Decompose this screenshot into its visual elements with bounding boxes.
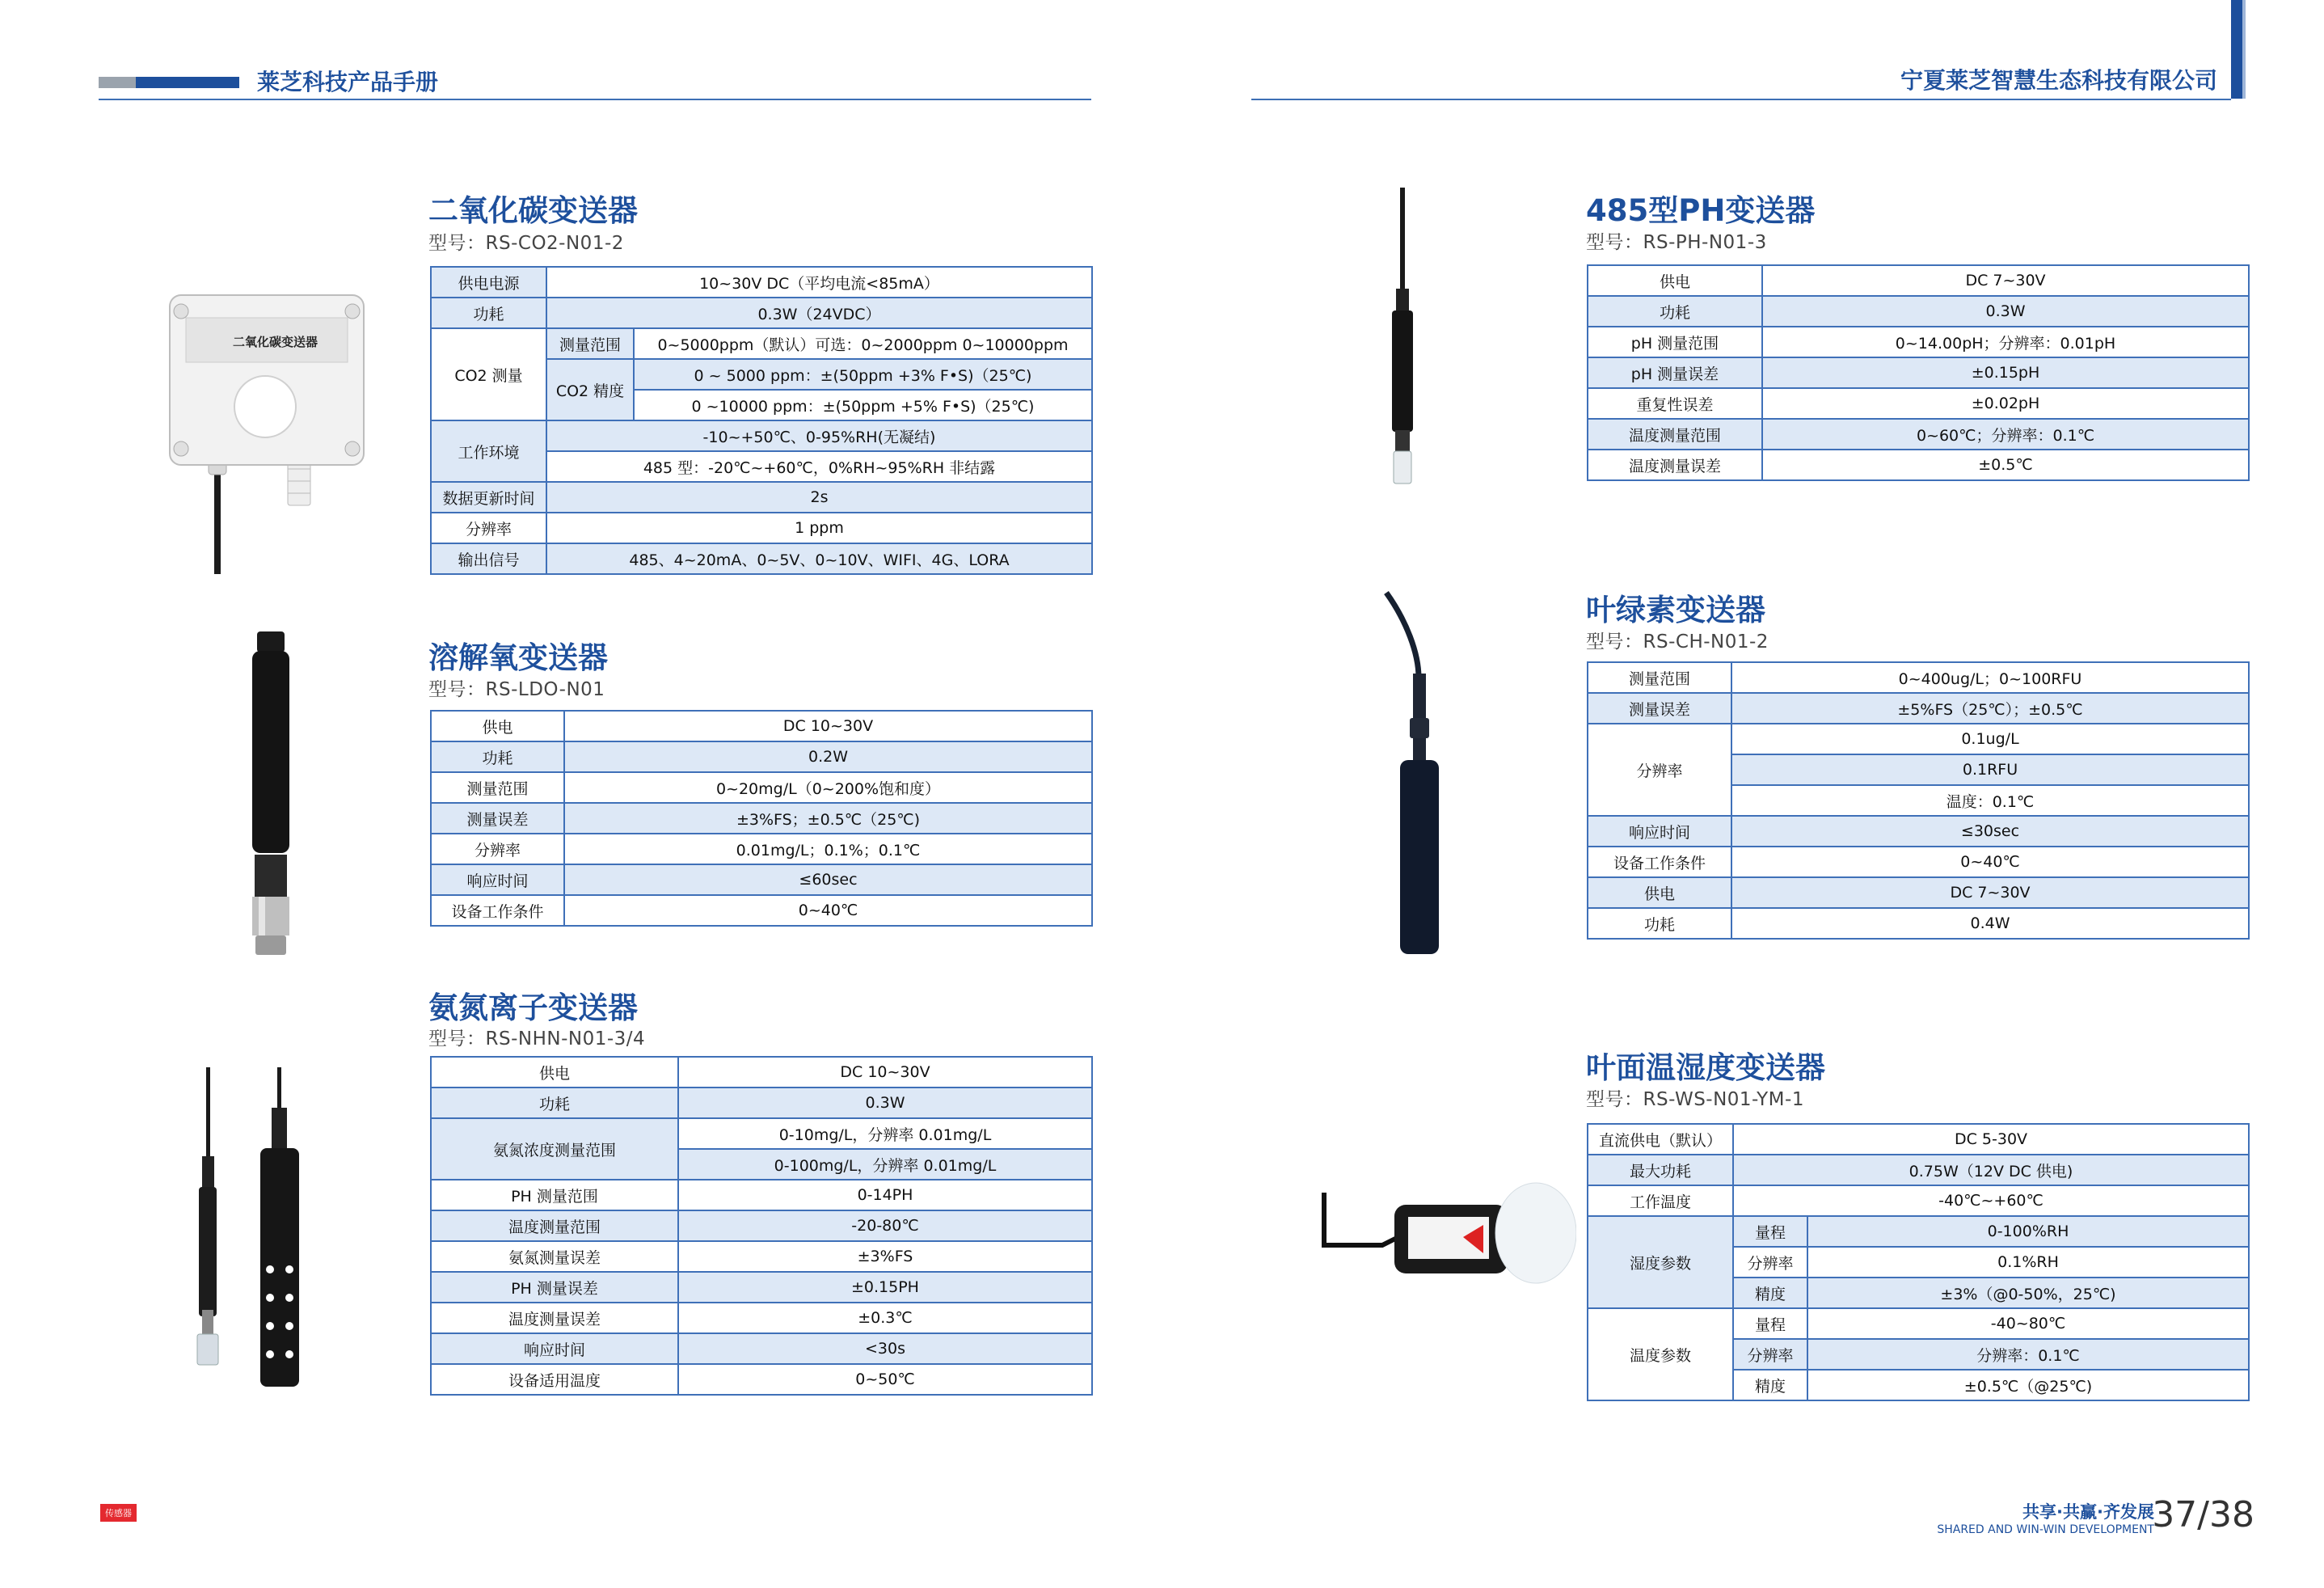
- table-row: [431, 895, 1092, 926]
- spec-label: 供电电源: [431, 267, 546, 298]
- header-right-bar: [2231, 0, 2242, 99]
- table-row: [431, 772, 1092, 803]
- header-left-bar-gray: [99, 77, 136, 88]
- header-left-bar-blue: [136, 77, 239, 88]
- spec-value: ±0.5℃: [1762, 450, 2249, 480]
- spec-label: 功耗: [1588, 908, 1731, 939]
- spec-label: 供电: [431, 1057, 678, 1088]
- table-row: [431, 864, 1092, 895]
- do-title: 溶解氧变送器: [428, 640, 608, 675]
- table-row: [1588, 357, 2249, 388]
- spec-sublabel: 量程: [1733, 1308, 1807, 1339]
- spec-value: ≤30sec: [1731, 816, 2249, 847]
- spec-value: -40℃~+60℃: [1733, 1185, 2249, 1216]
- spec-sublabel: CO2 精度: [546, 359, 634, 420]
- spec-label: CO2 测量: [431, 328, 546, 420]
- spec-value: 0.01mg/L；0.1%；0.1℃: [564, 834, 1092, 864]
- spec-value: 10~30V DC（平均电流<85mA）: [546, 267, 1092, 298]
- spec-label: 设备工作条件: [431, 895, 564, 926]
- spec-label: pH 测量误差: [1588, 357, 1762, 388]
- leaf-spec-table: [1587, 1123, 2250, 1401]
- spec-label: 测量范围: [431, 772, 564, 803]
- footer-category-tag: 传感器: [100, 1504, 137, 1522]
- spec-label: 供电: [1588, 265, 1762, 296]
- co2-title: 二氧化碳变送器: [428, 193, 638, 228]
- spec-label: 测量误差: [431, 803, 564, 834]
- spec-label: 响应时间: [431, 1333, 678, 1364]
- spec-value: DC 7~30V: [1762, 265, 2249, 296]
- co2-transmitter-image: [154, 287, 380, 578]
- spec-label: 分辨率: [431, 834, 564, 864]
- table-row: [431, 1180, 1092, 1210]
- table-row: [1588, 847, 2249, 877]
- spec-value: 0~40℃: [1731, 847, 2249, 877]
- ph-model: 型号：RS-PH-N01-3: [1586, 232, 1767, 253]
- chl-model: 型号：RS-CH-N01-2: [1586, 631, 1769, 653]
- spec-sublabel: 量程: [1733, 1216, 1807, 1247]
- spec-value: 0.3W: [678, 1088, 1092, 1118]
- spec-value: ±0.15pH: [1762, 357, 2249, 388]
- spec-value: 0 ~10000 ppm：±(50ppm +5% F•S)（25℃): [634, 390, 1092, 420]
- header-right-bar-light: [2242, 0, 2246, 99]
- spec-value: 0 ~ 5000 ppm：±(50ppm +3% F•S)（25℃): [634, 359, 1092, 390]
- spec-label: 湿度参数: [1588, 1216, 1733, 1308]
- spec-label: 测量误差: [1588, 693, 1731, 724]
- table-row: [431, 1364, 1092, 1395]
- table-row: [1588, 662, 2249, 693]
- spec-value: -10~+50℃、0-95%RH(无凝结): [546, 420, 1092, 451]
- spec-value: 0.1ug/L: [1731, 724, 2249, 754]
- table-row: [1588, 265, 2249, 296]
- ph-spec-table: [1587, 264, 2250, 481]
- table-row: [1588, 388, 2249, 419]
- spec-value: 0.4W: [1731, 908, 2249, 939]
- spec-value: 0.1%RH: [1807, 1247, 2249, 1278]
- table-row: [431, 1118, 1092, 1149]
- spec-value: DC 5-30V: [1733, 1124, 2249, 1155]
- chl-spec-table: [1587, 661, 2250, 940]
- spec-sublabel: 测量范围: [546, 328, 634, 359]
- ph-title: 485型PH变送器: [1586, 193, 1816, 228]
- table-row: [1588, 724, 2249, 754]
- nh-spec-table: [430, 1056, 1093, 1396]
- spec-label: 温度测量误差: [431, 1303, 678, 1333]
- spec-label: 重复性误差: [1588, 388, 1762, 419]
- spec-label: 工作温度: [1588, 1185, 1733, 1216]
- spec-label: 功耗: [431, 1088, 678, 1118]
- co2-spec-table: [430, 266, 1093, 575]
- spec-value: 0~5000ppm（默认）可选：0~2000ppm 0~10000ppm: [634, 328, 1092, 359]
- spec-label: 温度测量误差: [1588, 450, 1762, 480]
- spec-value: DC 7~30V: [1731, 877, 2249, 908]
- spec-value: 0.2W: [564, 741, 1092, 772]
- spec-label: 温度测量范围: [431, 1210, 678, 1241]
- nh-probe-image: [186, 1067, 331, 1391]
- spec-value: ±3%（@0-50%，25℃): [1807, 1278, 2249, 1308]
- header-left-rule: [99, 99, 1091, 100]
- spec-value: ±0.3℃: [678, 1303, 1092, 1333]
- spec-value: DC 10~30V: [678, 1057, 1092, 1088]
- spec-value: ±3%FS: [678, 1241, 1092, 1272]
- spec-label: 响应时间: [431, 864, 564, 895]
- spec-label: 氨氮浓度测量范围: [431, 1118, 678, 1180]
- table-row: [1588, 816, 2249, 847]
- table-row: [431, 420, 1092, 451]
- spec-sublabel: 精度: [1733, 1278, 1807, 1308]
- spec-label: 功耗: [1588, 296, 1762, 327]
- table-row: [1588, 1124, 2249, 1155]
- spec-label: PH 测量范围: [431, 1180, 678, 1210]
- spec-value: 0~14.00pH；分辨率：0.01pH: [1762, 327, 2249, 357]
- table-row: [431, 328, 1092, 359]
- header-right-rule: [1251, 99, 2231, 100]
- table-row: [431, 1303, 1092, 1333]
- do-probe-image: [234, 627, 307, 966]
- leaf-title: 叶面温湿度变送器: [1586, 1050, 1825, 1085]
- table-row: [1588, 908, 2249, 939]
- nh-model: 型号：RS-NHN-N01-3/4: [428, 1028, 646, 1050]
- spec-value: 0~400ug/L；0~100RFU: [1731, 662, 2249, 693]
- table-row: [1588, 1155, 2249, 1185]
- table-row: [1588, 693, 2249, 724]
- spec-label: 设备适用温度: [431, 1364, 678, 1395]
- spec-value: ≤60sec: [564, 864, 1092, 895]
- spec-value: 0.75W（12V DC 供电): [1733, 1155, 2249, 1185]
- spec-value: 0~60℃；分辨率：0.1℃: [1762, 419, 2249, 450]
- table-row: [1588, 1216, 2249, 1247]
- spec-value: 温度：0.1℃: [1731, 785, 2249, 816]
- spec-value: ±0.15PH: [678, 1272, 1092, 1303]
- header-right-title: 宁夏莱芝智慧生态科技有限公司: [1900, 67, 2217, 94]
- spec-label: 氨氮测量误差: [431, 1241, 678, 1272]
- spec-value: 1 ppm: [546, 513, 1092, 543]
- spec-value: 2s: [546, 482, 1092, 513]
- co2-model: 型号：RS-CO2-N01-2: [428, 233, 624, 254]
- ph-probe-image: [1374, 188, 1431, 511]
- spec-value: -40~80℃: [1807, 1308, 2249, 1339]
- spec-label: 温度参数: [1588, 1308, 1733, 1400]
- spec-label: 温度测量范围: [1588, 419, 1762, 450]
- leaf-sensor-image: [1318, 1180, 1576, 1302]
- spec-value: 分辨率：0.1℃: [1807, 1339, 2249, 1370]
- spec-value: 485 型：-20℃~+60℃，0%RH~95%RH 非结露: [546, 451, 1092, 482]
- spec-value: DC 10~30V: [564, 711, 1092, 741]
- table-row: [431, 513, 1092, 543]
- spec-sublabel: 分辨率: [1733, 1247, 1807, 1278]
- spec-label: 最大功耗: [1588, 1155, 1733, 1185]
- spec-label: 分辨率: [1588, 724, 1731, 816]
- table-row: [431, 741, 1092, 772]
- spec-label: 供电: [431, 711, 564, 741]
- header-left-title: 莱芝科技产品手册: [257, 69, 439, 95]
- spec-value: ±0.02pH: [1762, 388, 2249, 419]
- table-row: [431, 1272, 1092, 1303]
- spec-value: 0~50℃: [678, 1364, 1092, 1395]
- table-row: [431, 267, 1092, 298]
- co2-image-label: 二氧化碳变送器: [233, 335, 318, 349]
- table-row: [431, 543, 1092, 574]
- spec-value: 0-10mg/L，分辨率 0.01mg/L: [678, 1118, 1092, 1149]
- spec-value: -20-80℃: [678, 1210, 1092, 1241]
- spec-label: 数据更新时间: [431, 482, 546, 513]
- table-row: [431, 298, 1092, 328]
- table-row: [1588, 296, 2249, 327]
- do-model: 型号：RS-LDO-N01: [428, 679, 605, 700]
- spec-value: 0-100%RH: [1807, 1216, 2249, 1247]
- footer-slogan-cn: 共享·共赢·齐发展: [2022, 1502, 2154, 1522]
- chl-title: 叶绿素变送器: [1586, 593, 1765, 627]
- table-row: [431, 1210, 1092, 1241]
- spec-value: 0-100mg/L，分辨率 0.01mg/L: [678, 1149, 1092, 1180]
- spec-label: 输出信号: [431, 543, 546, 574]
- table-row: [1588, 1308, 2249, 1339]
- leaf-model: 型号：RS-WS-N01-YM-1: [1586, 1089, 1804, 1110]
- table-row: [1588, 877, 2249, 908]
- table-row: [431, 834, 1092, 864]
- spec-label: 测量范围: [1588, 662, 1731, 693]
- spec-label: 供电: [1588, 877, 1731, 908]
- page-number: 37/38: [2152, 1494, 2254, 1535]
- spec-value: ±3%FS；±0.5℃（25℃): [564, 803, 1092, 834]
- spec-value: 485、4~20mA、0~5V、0~10V、WIFI、4G、LORA: [546, 543, 1092, 574]
- spec-label: 分辨率: [431, 513, 546, 543]
- table-row: [431, 803, 1092, 834]
- footer-slogan-en: SHARED AND WIN-WIN DEVELOPMENT: [1937, 1523, 2154, 1536]
- spec-label: pH 测量范围: [1588, 327, 1762, 357]
- spec-value: 0.1RFU: [1731, 754, 2249, 785]
- spec-label: 直流供电（默认）: [1588, 1124, 1733, 1155]
- spec-value: <30s: [678, 1333, 1092, 1364]
- table-row: [431, 1241, 1092, 1272]
- table-row: [431, 711, 1092, 741]
- spec-value: 0.3W: [1762, 296, 2249, 327]
- table-row: [1588, 1185, 2249, 1216]
- spec-label: 工作环境: [431, 420, 546, 482]
- spec-label: 设备工作条件: [1588, 847, 1731, 877]
- table-row: [431, 482, 1092, 513]
- spec-value: 0-14PH: [678, 1180, 1092, 1210]
- nh-title: 氨氮离子变送器: [428, 990, 638, 1025]
- table-row: [431, 1088, 1092, 1118]
- spec-value: ±0.5℃（@25℃): [1807, 1370, 2249, 1400]
- do-spec-table: [430, 710, 1093, 927]
- spec-value: 0~20mg/L（0~200%饱和度）: [564, 772, 1092, 803]
- chl-probe-image: [1374, 589, 1463, 961]
- spec-value: 0.3W（24VDC）: [546, 298, 1092, 328]
- table-row: [431, 1333, 1092, 1364]
- spec-value: ±5%FS（25℃）；±0.5℃: [1731, 693, 2249, 724]
- spec-sublabel: 精度: [1733, 1370, 1807, 1400]
- table-row: [1588, 327, 2249, 357]
- spec-label: 功耗: [431, 741, 564, 772]
- spec-label: PH 测量误差: [431, 1272, 678, 1303]
- spec-sublabel: 分辨率: [1733, 1339, 1807, 1370]
- table-row: [1588, 419, 2249, 450]
- table-row: [1588, 450, 2249, 480]
- table-row: [431, 1057, 1092, 1088]
- spec-label: 功耗: [431, 298, 546, 328]
- spec-label: 响应时间: [1588, 816, 1731, 847]
- spec-value: 0~40℃: [564, 895, 1092, 926]
